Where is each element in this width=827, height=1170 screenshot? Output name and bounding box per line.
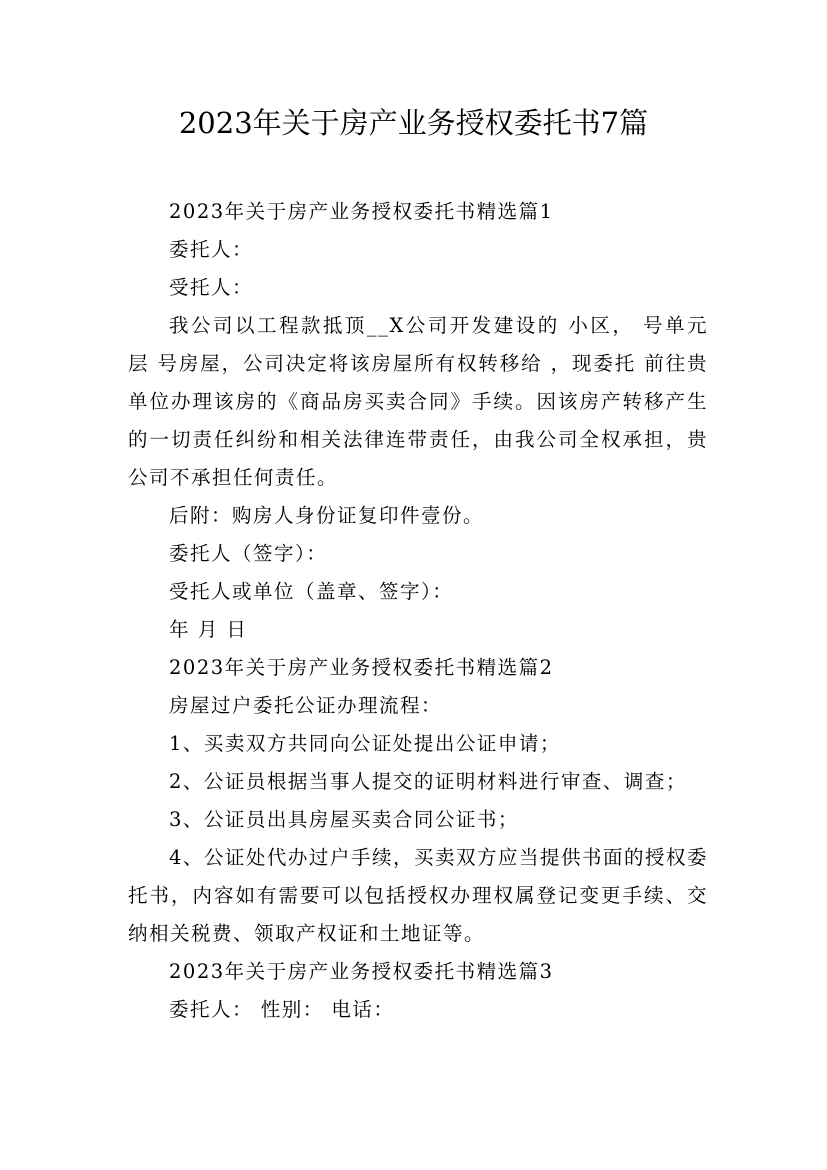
list-item-4: 4、公证处代办过户手续，买卖双方应当提供书面的授权委托书，内容如有需要可以包括授权办理权属登记变更手续、交纳相关税费、领取产权证和土地证等。 [128,846,708,945]
paragraph-process-intro: 房屋过户委托公证办理流程： [169,694,443,717]
list-item-1: 1、买卖双方共同向公证处提出公证申请； [169,732,561,755]
paragraph-agent: 受托人： [169,276,254,299]
document-body [128,193,708,1029]
paragraph-principal-info: 委托人： 性别： 电话： [169,998,395,1021]
list-item-2: 2、公证员根据当事人提交的证明材料进行审查、调查； [169,770,687,793]
section-heading-1: 2023年关于房产业务授权委托书精选篇1 [169,200,554,223]
section-heading-2: 2023年关于房产业务授权委托书精选篇2 [169,656,554,679]
paragraph-attachment: 后附：购房人身份证复印件壹份。 [169,504,485,527]
section-heading-3: 2023年关于房产业务授权委托书精选篇3 [169,960,554,983]
list-item-3: 3、公证员出具房屋买卖合同公证书； [169,808,519,831]
document-title: 2023年关于房产业务授权委托书7篇 [178,106,649,140]
paragraph-principal-signature: 委托人（签字）： [169,542,328,565]
paragraph-body: 我公司以工程款抵顶__X公司开发建设的 小区， 号单元 层 号房屋，公司决定将该房屋所有权转移给 ，现委托 前往贵单位办理该房的《商品房买卖合同》手续。因该房产转移产生的一切责任纠纷和相关法律连带责任，由我公司全权承担，贵公司不承担任何责任。 [128,314,708,489]
paragraph-date: 年 月 日 [169,618,248,641]
paragraph-agent-signature: 受托人或单位（盖章、签字）： [169,580,454,603]
paragraph-principal: 委托人： [169,238,254,261]
